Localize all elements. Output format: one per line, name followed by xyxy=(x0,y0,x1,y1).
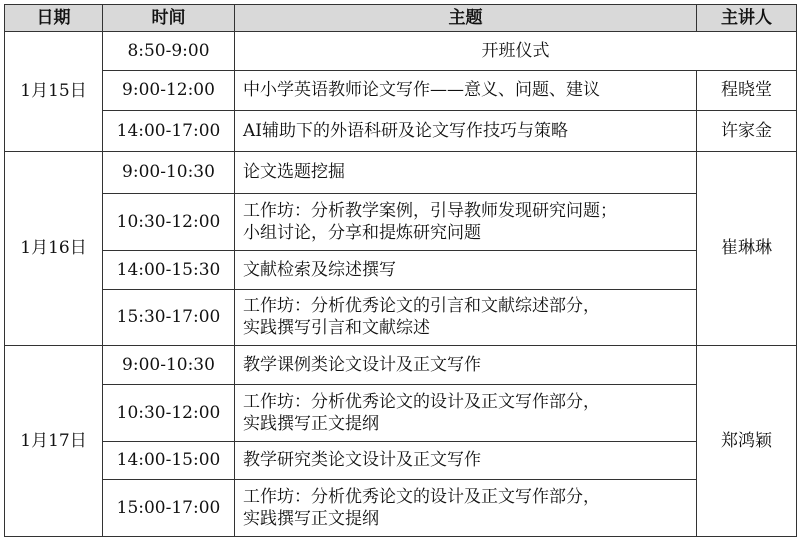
time-cell: 14:00-15:00 xyxy=(103,441,235,480)
time-cell: 14:00-15:30 xyxy=(103,250,235,289)
topic-cell xyxy=(235,289,697,346)
time-cell: 10:30-12:00 xyxy=(103,194,235,251)
header-topic: 主题 xyxy=(235,5,697,32)
date-cell: 1月15日 xyxy=(5,32,103,152)
topic-line: 工作坊：分析优秀论文的引言和文献综述部分， xyxy=(243,296,600,317)
table-row xyxy=(5,70,797,111)
topic-cell xyxy=(235,250,697,289)
header-time: 时间 xyxy=(103,5,235,32)
topic-line: 实践撰写引言和文献综述 xyxy=(243,318,430,339)
topic-line: 实践撰写正文提纲 xyxy=(243,413,379,434)
topic-line: 中小学英语教师论文写作——意义、问题、建议 xyxy=(243,80,600,101)
time-cell: 9:00-10:30 xyxy=(103,346,235,385)
topic-cell xyxy=(235,32,797,71)
topic-cell xyxy=(235,70,697,111)
speaker-cell: 程晓堂 xyxy=(697,70,797,111)
topic-cell xyxy=(235,111,697,152)
table-row xyxy=(5,441,797,480)
topic-line: 小组讨论，分享和提炼研究问题 xyxy=(243,223,481,244)
time-cell: 9:00-10:30 xyxy=(103,151,235,194)
header-date: 日期 xyxy=(5,5,103,32)
topic-line: 教学研究类论文设计及正文写作 xyxy=(243,450,481,471)
table-row xyxy=(5,151,797,194)
table-row xyxy=(5,384,797,441)
topic-line: 教学课例类论文设计及正文写作 xyxy=(243,355,481,376)
table-row xyxy=(5,111,797,152)
speaker-cell: 崔琳琳 xyxy=(697,151,797,346)
table-row xyxy=(5,194,797,251)
date-cell: 1月16日 xyxy=(5,151,103,346)
time-cell: 9:00-12:00 xyxy=(103,70,235,111)
time-cell: 15:00-17:00 xyxy=(103,480,235,537)
speaker-cell: 郑鸿颖 xyxy=(697,346,797,537)
topic-cell xyxy=(235,384,697,441)
topic-line: 工作坊：分析优秀论文的设计及正文写作部分， xyxy=(243,391,600,412)
topic-line: 工作坊：分析教学案例，引导教师发现研究问题； xyxy=(243,201,617,222)
header-row xyxy=(5,5,797,32)
topic-line: AI辅助下的外语科研及论文写作技巧与策略 xyxy=(243,120,568,141)
table-row xyxy=(5,480,797,537)
topic-line: 开班仪式 xyxy=(481,40,550,61)
topic-line: 论文选题挖掘 xyxy=(243,162,345,183)
header-speaker: 主讲人 xyxy=(697,5,797,32)
topic-cell xyxy=(235,346,697,385)
table-row xyxy=(5,289,797,346)
date-cell: 1月17日 xyxy=(5,346,103,537)
topic-cell xyxy=(235,194,697,251)
table-row xyxy=(5,32,797,71)
table-row xyxy=(5,250,797,289)
topic-cell xyxy=(235,441,697,480)
topic-cell xyxy=(235,480,697,537)
topic-line: 文献检索及综述撰写 xyxy=(243,259,396,280)
topic-line: 工作坊：分析优秀论文的设计及正文写作部分， xyxy=(243,487,600,508)
time-cell: 14:00-17:00 xyxy=(103,111,235,152)
table-row xyxy=(5,346,797,385)
time-cell: 15:30-17:00 xyxy=(103,289,235,346)
speaker-cell: 许家金 xyxy=(697,111,797,152)
topic-cell xyxy=(235,151,697,194)
topic-line: 实践撰写正文提纲 xyxy=(243,509,379,530)
schedule-table xyxy=(4,4,797,537)
time-cell: 8:50-9:00 xyxy=(103,32,235,71)
time-cell: 10:30-12:00 xyxy=(103,384,235,441)
